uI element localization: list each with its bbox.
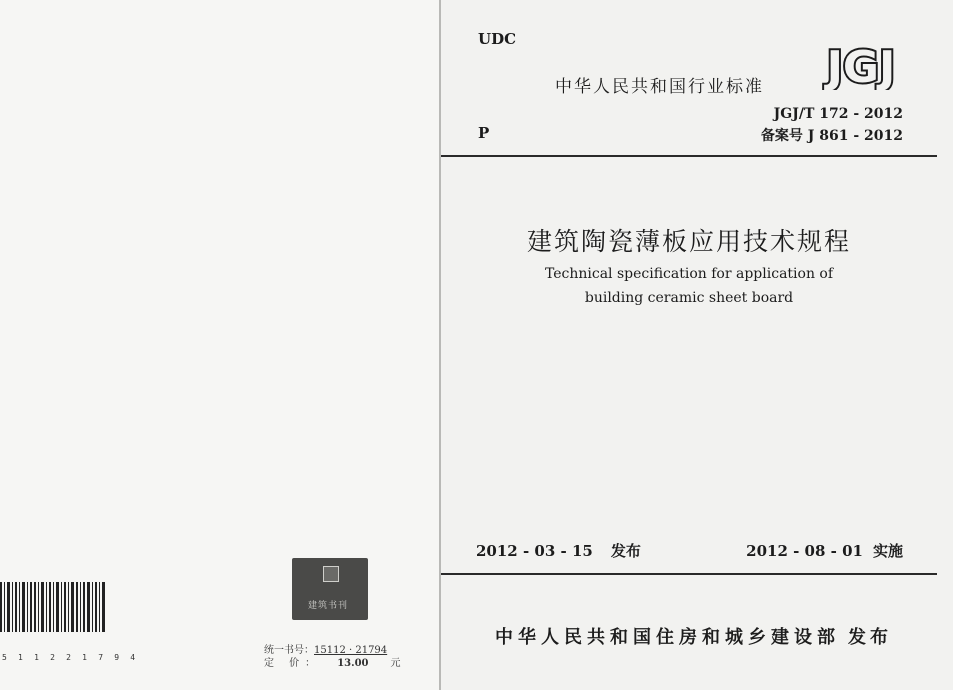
implement-date-value: 2012 - 08 - 01 xyxy=(746,542,863,560)
price-label: 定 价： xyxy=(264,658,322,669)
jgj-logo xyxy=(816,40,906,90)
sticker-text: 建筑书刊 xyxy=(308,601,349,611)
standard-type: 中华人民共和国行业标准 xyxy=(555,77,764,97)
category-code: P xyxy=(478,124,490,142)
issue-tag: 发布 xyxy=(610,542,641,560)
udc-label: UDC xyxy=(478,30,517,48)
record-value: J 861 - 2012 xyxy=(807,128,903,144)
title-chinese: 建筑陶瓷薄板应用技术规程 xyxy=(526,227,851,256)
logo-text: JGJ xyxy=(826,42,896,90)
standard-number: JGJ/T 172 - 2012 xyxy=(773,106,903,122)
front-cover xyxy=(440,0,953,690)
title-english-line2: building ceramic sheet board xyxy=(584,290,794,306)
record-label: 备案号 xyxy=(760,128,803,144)
book-spine xyxy=(439,0,441,690)
publisher: 中华人民共和国住房和城乡建设部 xyxy=(495,627,840,648)
top-divider xyxy=(441,155,937,157)
price-value: 13.00 xyxy=(337,658,369,669)
price-unit: 元 xyxy=(390,658,401,669)
implement-date xyxy=(746,540,903,561)
publish-tag: 发布 xyxy=(848,627,892,648)
issue-date-value: 2012 - 03 - 15 xyxy=(476,542,593,560)
issue-date xyxy=(476,540,641,561)
bottom-divider xyxy=(441,573,937,575)
implement-tag: 实施 xyxy=(872,542,903,560)
anti-counterfeit-sticker xyxy=(292,558,368,620)
book-number-value: 15112 · 21794 xyxy=(314,645,388,656)
publisher-logo-icon xyxy=(323,566,339,582)
price xyxy=(264,654,401,669)
record-number xyxy=(761,125,903,145)
book-number-label: 统一书号： xyxy=(264,645,314,656)
title-english-line1: Technical specification for application of xyxy=(544,266,834,282)
barcode-digits: 5 1 1 2 2 1 7 9 4 xyxy=(2,653,139,662)
barcode-icon xyxy=(0,582,108,632)
